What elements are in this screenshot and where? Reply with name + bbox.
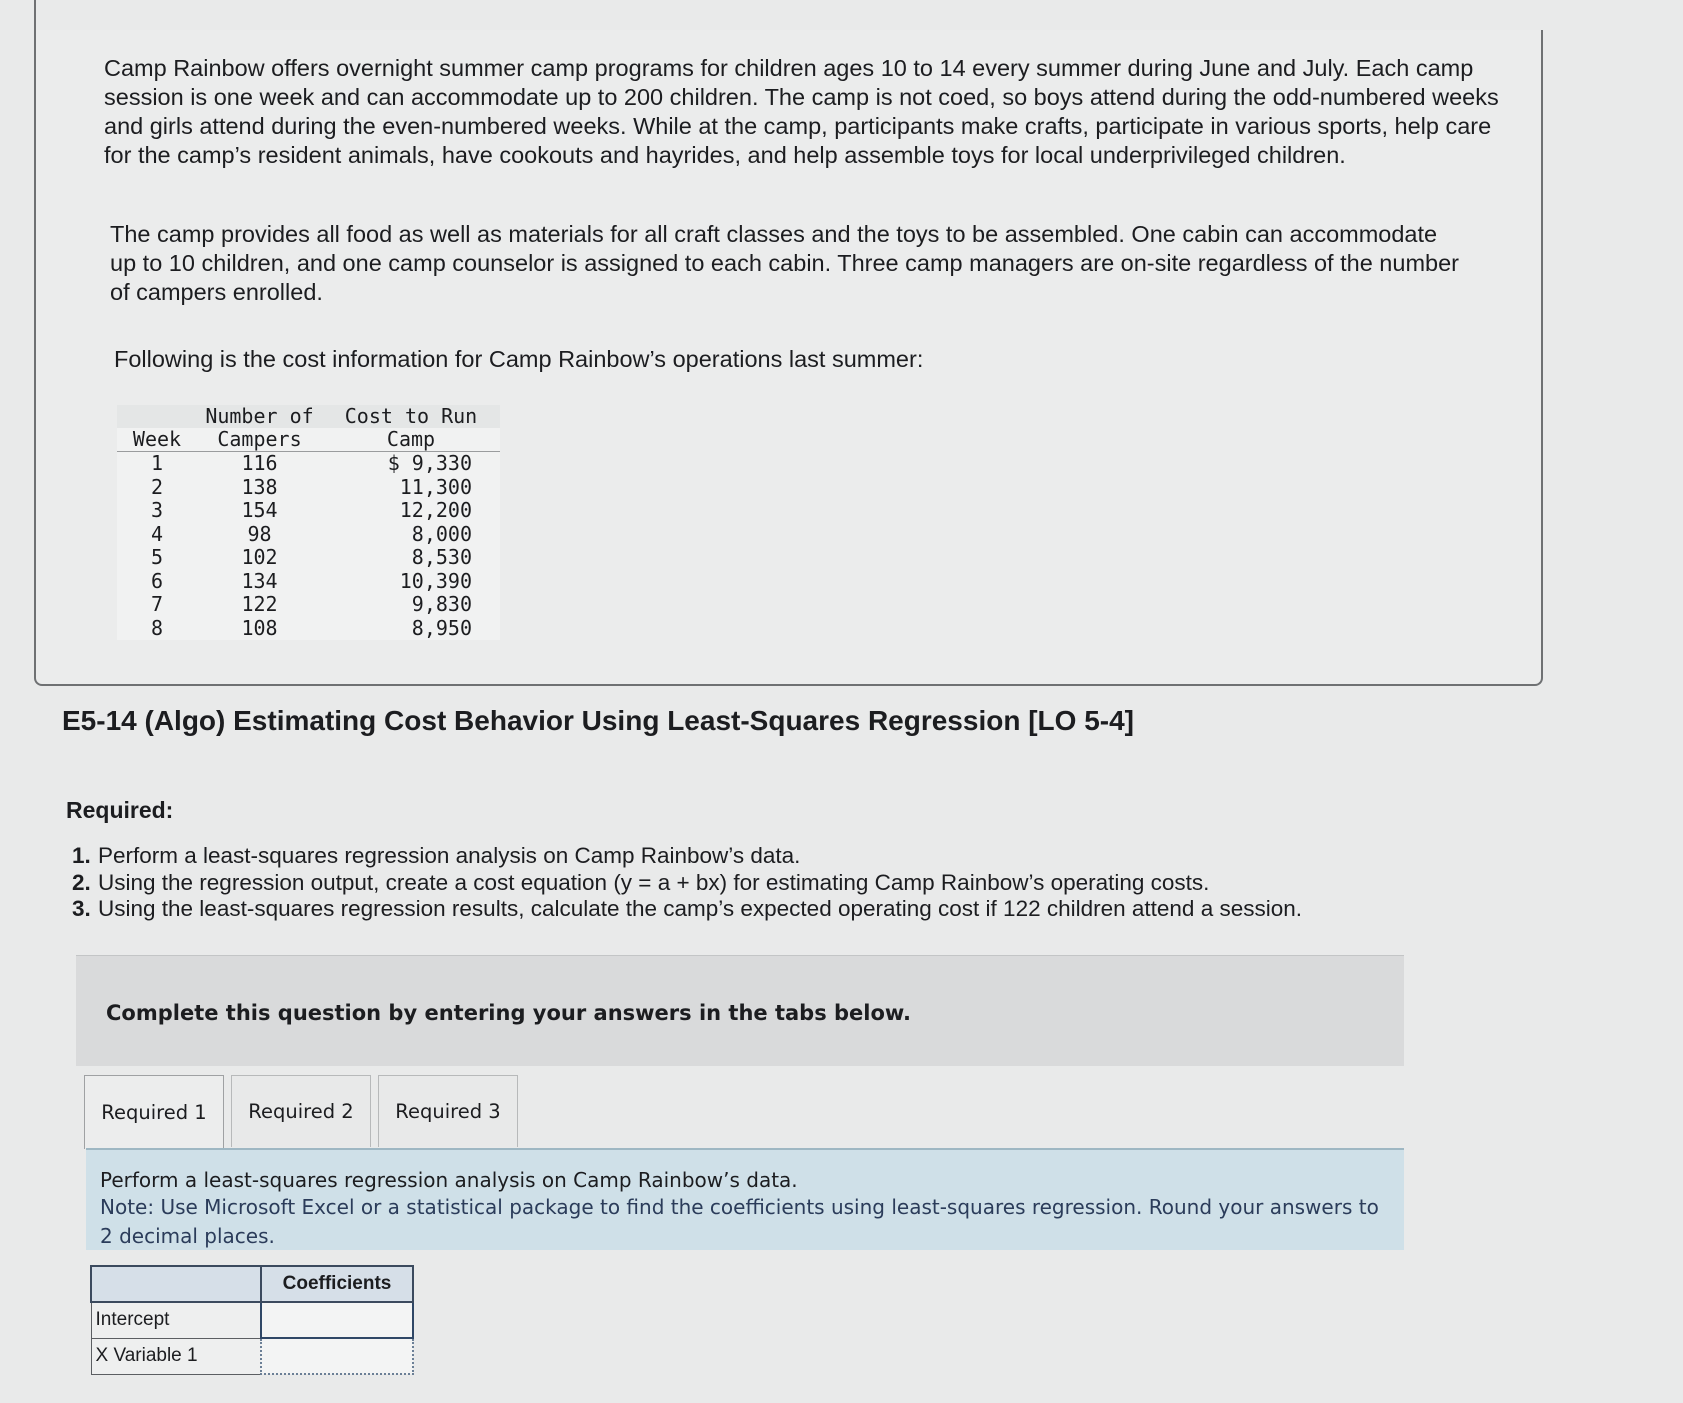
week-cell: 7: [150, 592, 164, 616]
intercept-input[interactable]: [261, 1302, 413, 1338]
required-list: [72, 843, 1302, 923]
table-row: [91, 1338, 413, 1374]
case-paragraph-3: Following is the cost information for Camp Rainbow’s operations last summer:: [114, 346, 924, 372]
week-cell: 4: [150, 521, 164, 546]
table-row: [117, 476, 500, 500]
required-label: Required:: [66, 797, 174, 823]
table-row: [117, 523, 500, 547]
x-variable-input[interactable]: [261, 1338, 413, 1374]
header-week: Week: [117, 428, 197, 452]
cost-cell: 12,200: [399, 498, 472, 522]
tab-required-3[interactable]: Required 3: [378, 1075, 518, 1147]
week-cell: 5: [150, 545, 164, 569]
table-row: [117, 499, 500, 523]
cost-cell: 8,950: [411, 615, 472, 640]
tab-required-2[interactable]: Required 2: [231, 1075, 371, 1147]
header-cost-line2: Camp: [322, 428, 500, 452]
week-cell: 1: [150, 451, 164, 475]
case-paragraph-1: Camp Rainbow offers overnight summer camp programs for children ages 10 to 14 every summer during June and July. Each camp session is one week and can accommodate up to 200 children. The camp is not coed, so boys attend during the odd-numbered weeks and girls attend during the even-numbered weeks. While at the camp, participants make crafts, participate in various sports, help care for the camp’s resident animals, have cookouts and hayrides, and help assemble toys for local underprivileged children.: [104, 55, 1499, 168]
panel-note: Note: Use Microsoft Excel or a statistical package to find the coefficients using least-squares regression. Round your answers to 2 decimal places.: [100, 1195, 1379, 1248]
week-cell: 6: [150, 568, 164, 593]
cost-cell: $ 9,330: [387, 451, 472, 475]
list-item-text: Using the least-squares regression results, calculate the camp’s expected operating cost if 122 children attend a session.: [98, 896, 1303, 921]
table-row: [117, 593, 500, 617]
table-row: [117, 452, 500, 476]
coefficients-header: Coefficients: [261, 1266, 413, 1302]
table-row: [117, 570, 500, 594]
campers-cell: 134: [241, 568, 278, 593]
list-item-text: Using the regression output, create a cost equation (y = a + bx) for estimating Camp Rainbow’s operating costs.: [98, 869, 1210, 895]
campers-cell: 122: [241, 592, 278, 616]
header-cost-line1: Cost to Run: [322, 405, 500, 428]
case-paragraph-2: The camp provides all food as well as materials for all craft classes and the toys to be assembled. One cabin can accommodate up to 10 children, and one camp counselor is assigned to each cabin. Three camp managers are on-site regardless of the number of campers enrolled.: [110, 221, 1459, 305]
cost-cell: 10,390: [399, 568, 472, 593]
campers-cell: 154: [241, 498, 278, 522]
header-campers-line2: Campers: [197, 428, 322, 452]
cost-cell: 8,530: [411, 545, 472, 569]
campers-cell: 138: [241, 474, 278, 499]
campers-cell: 102: [241, 545, 278, 569]
list-item-number: 1.: [72, 843, 91, 868]
instruction-text: Complete this question by entering your answers in the tabs below.: [106, 1001, 911, 1025]
table-row: [91, 1302, 413, 1338]
list-item: [72, 896, 1302, 923]
coefficients-table: [90, 1265, 414, 1375]
campers-cell: 116: [241, 451, 278, 475]
campers-cell: 108: [241, 615, 278, 640]
header-campers-line1: Number of: [197, 405, 322, 428]
panel-instruction: Perform a least-squares regression analysis on Camp Rainbow’s data.: [100, 1168, 798, 1192]
cost-cell: 11,300: [399, 474, 472, 499]
list-item-number: 3.: [72, 896, 91, 921]
tab-required-1[interactable]: Required 1: [84, 1075, 224, 1149]
instruction-bar: [76, 955, 1404, 1066]
tab-bar: [84, 1075, 525, 1149]
list-item: [72, 870, 1302, 897]
cost-cell: 9,830: [411, 592, 472, 616]
page-title: E5-14 (Algo) Estimating Cost Behavior Using Least-Squares Regression [LO 5-4]: [62, 705, 1134, 736]
list-item: [72, 843, 1302, 870]
week-cell: 3: [150, 498, 164, 522]
week-cell: 2: [150, 474, 164, 499]
table-row: [117, 617, 500, 641]
week-cell: 8: [150, 615, 164, 640]
x-variable-label: X Variable 1: [91, 1338, 261, 1374]
list-item-text: Perform a least-squares regression analysis on Camp Rainbow’s data.: [98, 843, 801, 868]
cost-cell: 8,000: [411, 521, 472, 546]
list-item-number: 2.: [72, 869, 91, 895]
intercept-label: Intercept: [91, 1302, 261, 1338]
campers-cell: 98: [247, 521, 272, 546]
table-row: [117, 546, 500, 570]
answer-panel: [86, 1148, 1404, 1250]
cost-data-table: [117, 405, 500, 640]
